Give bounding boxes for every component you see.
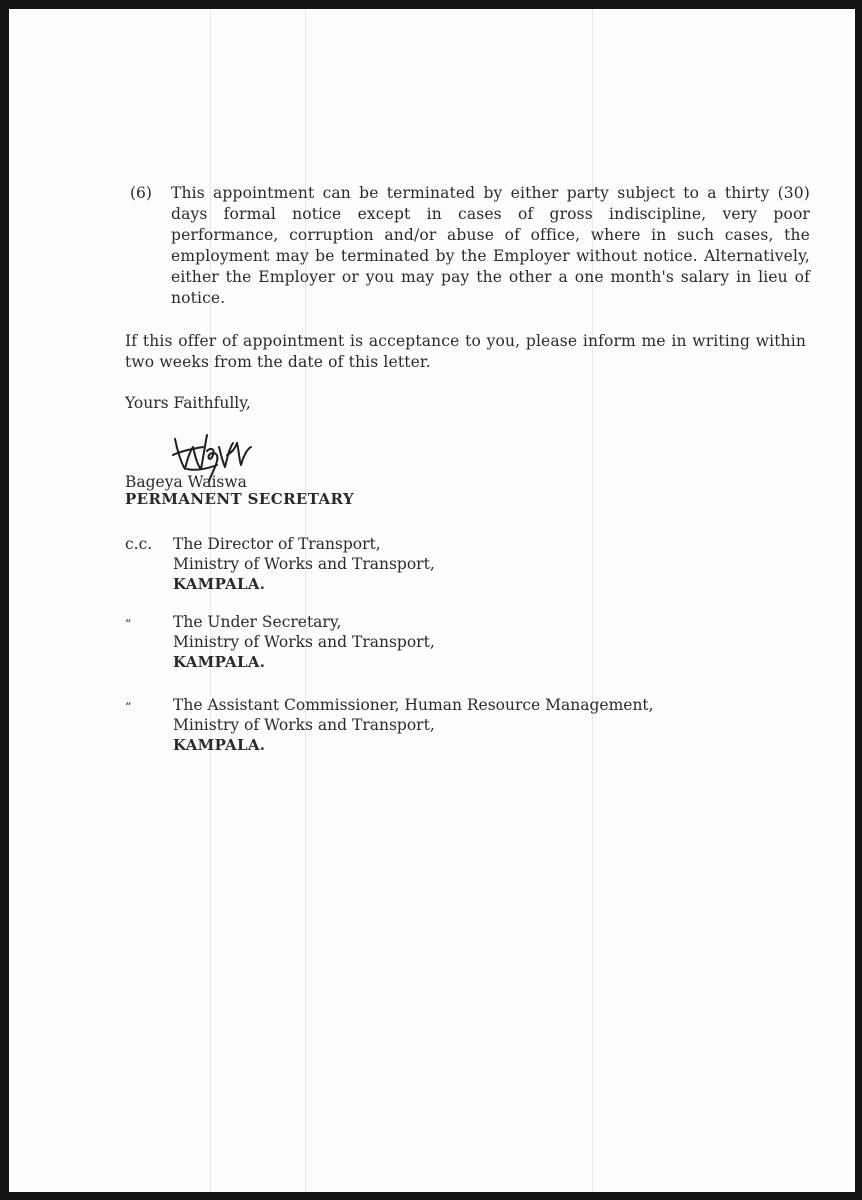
closing-paragraph: If this offer of appointment is acceptance to you, please inform me in writing within two weeks from the date of this letter.	[125, 332, 806, 371]
termination-clause	[130, 183, 810, 309]
cc-line: Ministry of Works and Transport,	[173, 633, 435, 651]
cc-city: KAMPALA.	[173, 575, 266, 593]
signer-name: Bageya Waiswa	[125, 473, 247, 491]
signer-title: PERMANENT SECRETARY	[125, 490, 355, 508]
cc-city: KAMPALA.	[173, 736, 266, 754]
letter-body	[9, 9, 855, 1192]
cc-label: c.c.	[125, 535, 153, 553]
cc-recipient	[125, 534, 765, 594]
cc-line: Ministry of Works and Transport,	[173, 555, 435, 573]
salutation: Yours Faithfully,	[125, 394, 251, 412]
cc-line: The Director of Transport,	[173, 535, 381, 553]
letter-page	[9, 9, 855, 1192]
cc-city: KAMPALA.	[173, 653, 266, 671]
cc-recipient	[125, 695, 765, 755]
cc-line: Ministry of Works and Transport,	[173, 716, 435, 734]
cc-ditto-mark: “	[125, 617, 132, 631]
cc-line: The Under Secretary,	[173, 613, 342, 631]
clause-number: (6)	[130, 184, 152, 202]
cc-ditto-mark: “	[125, 700, 132, 714]
clause-text: This appointment can be terminated by either party subject to a thirty (30) days formal notice except in cases of gross indiscipline, very poor performance, corruption and/or abuse of office, where in such cases, the employment may be terminated by the Employer without notice. Alternatively, either the Employer or you may pay the other a one month's salary in lieu of notice.	[171, 184, 810, 307]
cc-line: The Assistant Commissioner, Human Resource Management,	[173, 696, 654, 714]
cc-recipient	[125, 612, 765, 672]
